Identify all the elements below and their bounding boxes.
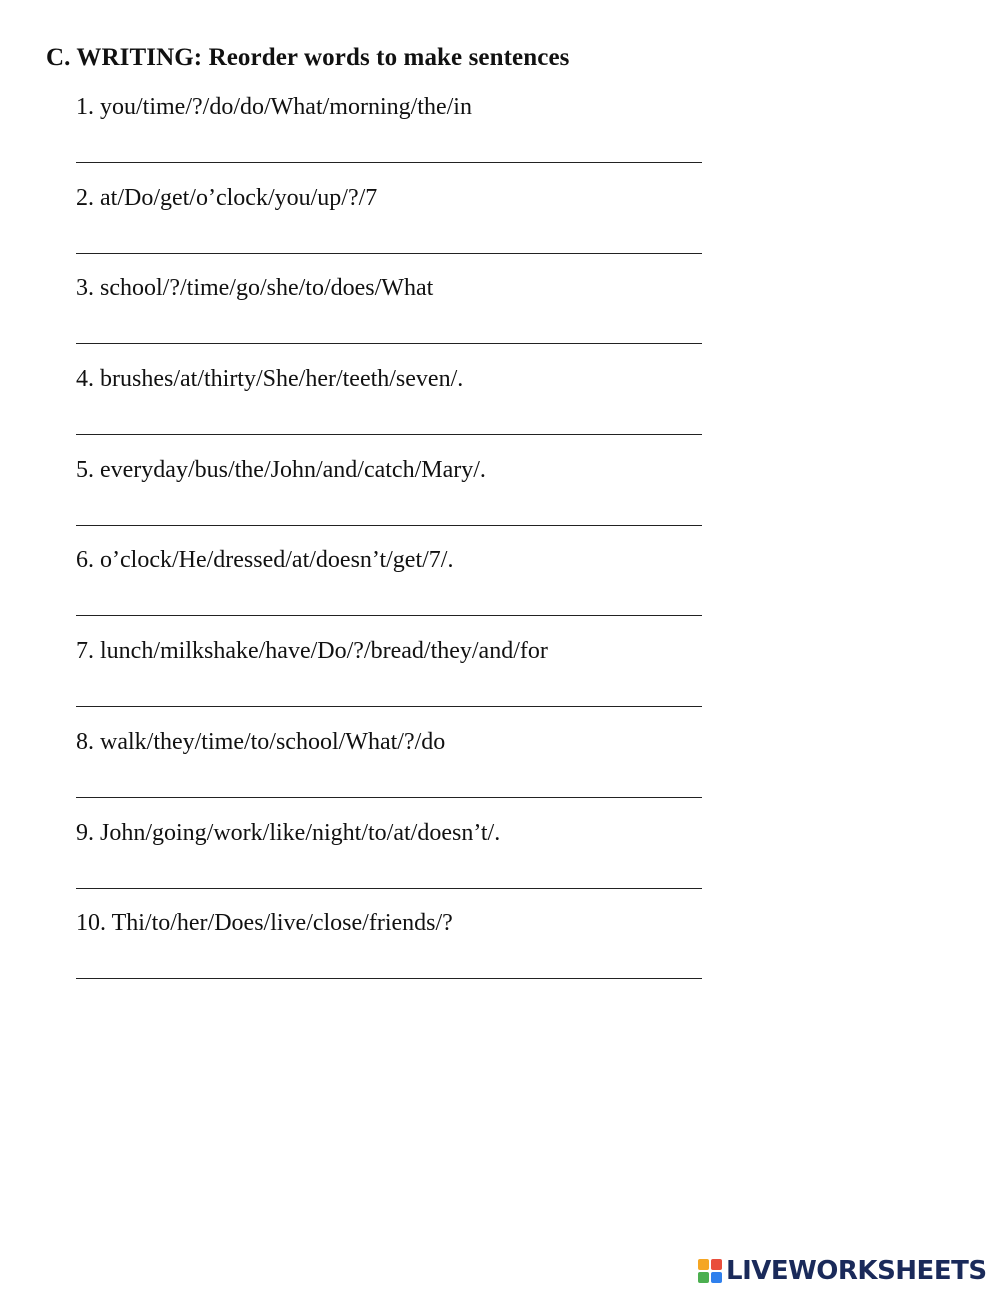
logo-block-1 <box>698 1259 709 1270</box>
prompt-6: 6. o’clock/He/dressed/at/doesn’t/get/7/. <box>76 547 454 574</box>
answer-line-4[interactable] <box>76 434 702 435</box>
prompt-9: 9. John/going/work/like/night/to/at/doesn’t/. <box>76 819 501 846</box>
exercise-item-2 <box>76 181 716 272</box>
prompt-4: 4. brushes/at/thirty/She/her/teeth/seven/. <box>76 366 464 393</box>
logo-text: LIVEWORKSHEETS <box>726 1256 987 1286</box>
exercise-item-9 <box>76 816 716 907</box>
exercise-list <box>76 90 716 997</box>
logo-block-2 <box>711 1259 722 1270</box>
prompt-3: 3. school/?/time/go/she/to/does/What <box>76 275 434 302</box>
answer-line-2[interactable] <box>76 253 702 254</box>
exercise-item-6 <box>76 543 716 634</box>
answer-line-10[interactable] <box>76 978 702 979</box>
exercise-item-8 <box>76 725 716 816</box>
liveworksheets-logo <box>698 1254 987 1288</box>
answer-line-1[interactable] <box>76 162 702 163</box>
prompt-2: 2. at/Do/get/o’clock/you/up/?/7 <box>76 184 378 211</box>
exercise-item-1 <box>76 90 716 181</box>
worksheet-heading: C. WRITING: Reorder words to make sentences <box>46 44 570 71</box>
prompt-8: 8. walk/they/time/to/school/What/?/do <box>76 728 446 755</box>
answer-line-6[interactable] <box>76 615 702 616</box>
answer-line-5[interactable] <box>76 525 702 526</box>
prompt-5: 5. everyday/bus/the/John/and/catch/Mary/. <box>76 456 486 483</box>
exercise-item-5 <box>76 453 716 544</box>
answer-line-7[interactable] <box>76 706 702 707</box>
prompt-1: 1. you/time/?/do/do/What/morning/the/in <box>76 94 472 120</box>
answer-line-8[interactable] <box>76 797 702 798</box>
prompt-7: 7. lunch/milkshake/have/Do/?/bread/they/and/for <box>76 638 548 665</box>
logo-block-4 <box>711 1272 722 1283</box>
prompt-10: 10. Thi/to/her/Does/live/close/friends/? <box>76 910 453 937</box>
answer-line-3[interactable] <box>76 343 702 344</box>
exercise-item-10 <box>76 906 716 997</box>
answer-line-9[interactable] <box>76 888 702 889</box>
exercise-item-3 <box>76 271 716 362</box>
exercise-item-7 <box>76 634 716 725</box>
logo-block-3 <box>698 1272 709 1283</box>
logo-blocks-icon <box>698 1259 722 1283</box>
exercise-item-4 <box>76 362 716 453</box>
